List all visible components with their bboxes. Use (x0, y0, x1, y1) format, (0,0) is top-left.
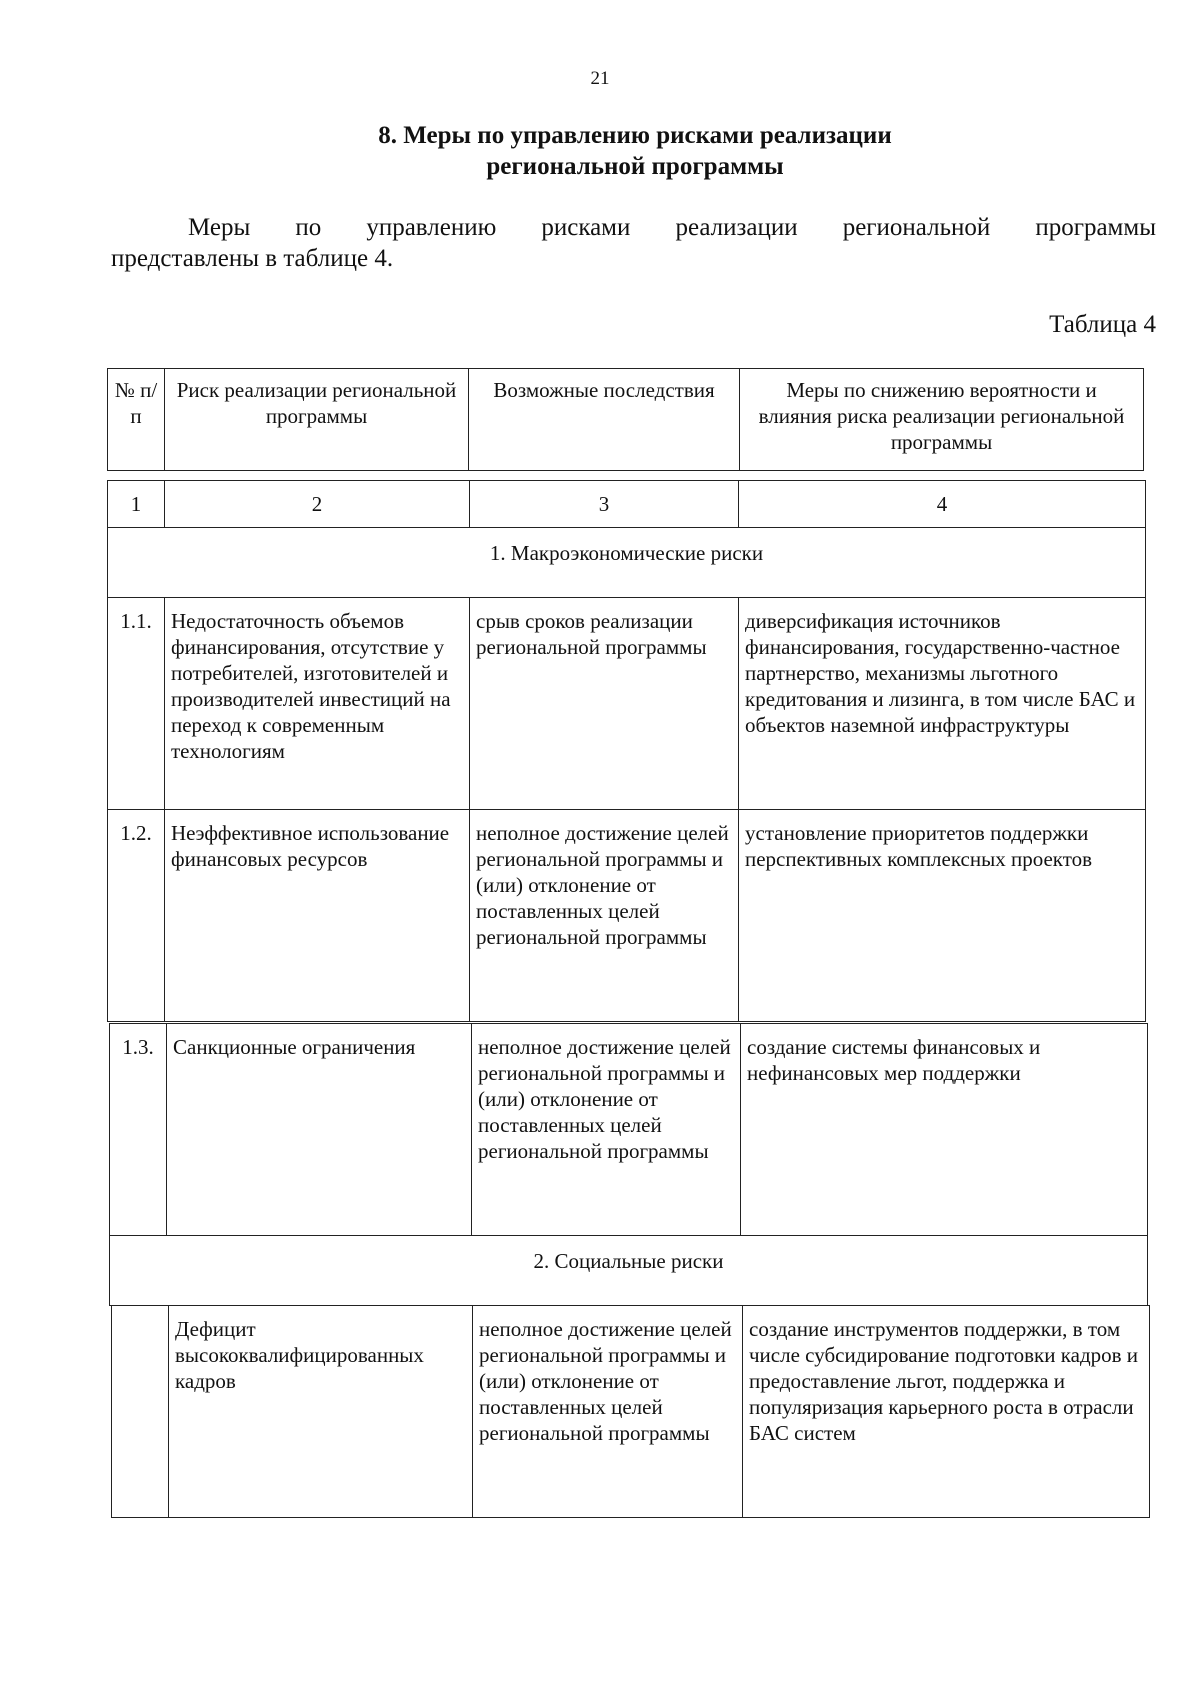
table-block-3 (111, 1305, 1150, 1518)
column-number: 2 (165, 481, 470, 528)
measures-cell: диверсификация источников финансирования, государственно-частное партнерство, механизмы льготного кредитования и лизинга, в том числе БАС и объектов наземной инфраструктуры (739, 598, 1146, 810)
header-col-number: № п/п (108, 369, 165, 471)
risk-cell: Дефицит высококвалифицированных кадров (169, 1306, 473, 1518)
page-number: 21 (590, 68, 610, 89)
table-row (108, 598, 1146, 810)
section-title (0, 120, 1200, 182)
intro-line2: представлены в таблице 4. (111, 245, 394, 272)
row-number: 1.3. (110, 1024, 167, 1236)
row-number: 1.1. (108, 598, 165, 810)
risk-cell: Неэффективное использование финансовых ресурсов (165, 810, 470, 1022)
risk-cell: Недостаточность объемов финансирования, отсутствие у потребителей, изготовителей и производителей инвестиций на переход к современным технологиям (165, 598, 470, 810)
section-title-cell: 2. Социальные риски (110, 1236, 1148, 1306)
measures-cell: установление приоритетов поддержки перспективных комплексных проектов (739, 810, 1146, 1022)
column-number: 1 (108, 481, 165, 528)
section-row-macroeconomic (108, 528, 1146, 598)
column-number: 3 (470, 481, 739, 528)
header-col-measures: Меры по снижению вероятности и влияния риска реализации региональной программы (740, 369, 1144, 471)
consequence-cell: срыв сроков реализации региональной программы (470, 598, 739, 810)
intro-word: управлению (366, 214, 497, 241)
header-col-consequences: Возможные последствия (469, 369, 740, 471)
row-number (112, 1306, 169, 1518)
intro-line1 (111, 212, 1156, 243)
table-header-row (108, 369, 1144, 471)
table-label: Таблица 4 (1049, 311, 1156, 338)
table-row (110, 1024, 1148, 1236)
row-number: 1.2. (108, 810, 165, 1022)
column-numbers-row (108, 481, 1146, 528)
consequence-cell: неполное достижение целей региональной программы и (или) отклонение от поставленных целей региональной программы (472, 1024, 741, 1236)
table-header-block (107, 368, 1144, 471)
header-col-risk: Риск реализации региональной программы (165, 369, 469, 471)
column-number: 4 (739, 481, 1146, 528)
intro-word: Меры (188, 214, 251, 241)
section-title-cell: 1. Макроэкономические риски (108, 528, 1146, 598)
table-row (108, 810, 1146, 1022)
section-title-line1: 8. Меры по управлению рисками реализации (378, 122, 892, 149)
intro-paragraph (111, 212, 1156, 274)
intro-word: по (295, 214, 322, 241)
intro-word: реализации (675, 214, 798, 241)
consequence-cell: неполное достижение целей региональной программы и (или) отклонение от поставленных целей региональной программы (470, 810, 739, 1022)
intro-word: рисками (541, 214, 631, 241)
measures-cell: создание инструментов поддержки, в том числе субсидирование подготовки кадров и предоставление льгот, поддержка и популяризация карьерного роста в отрасли БАС систем (743, 1306, 1150, 1518)
section-row-social (110, 1236, 1148, 1306)
section-title-line2: региональной программы (486, 153, 784, 180)
consequence-cell: неполное достижение целей региональной программы и (или) отклонение от поставленных целей региональной программы (473, 1306, 743, 1518)
risk-cell: Санкционные ограничения (167, 1024, 472, 1236)
table-block-1 (107, 480, 1146, 1022)
intro-word: региональной (842, 214, 991, 241)
intro-word: программы (1035, 214, 1156, 241)
table-row (112, 1306, 1150, 1518)
measures-cell: создание системы финансовых и нефинансовых мер поддержки (741, 1024, 1148, 1236)
table-block-2 (109, 1023, 1148, 1306)
